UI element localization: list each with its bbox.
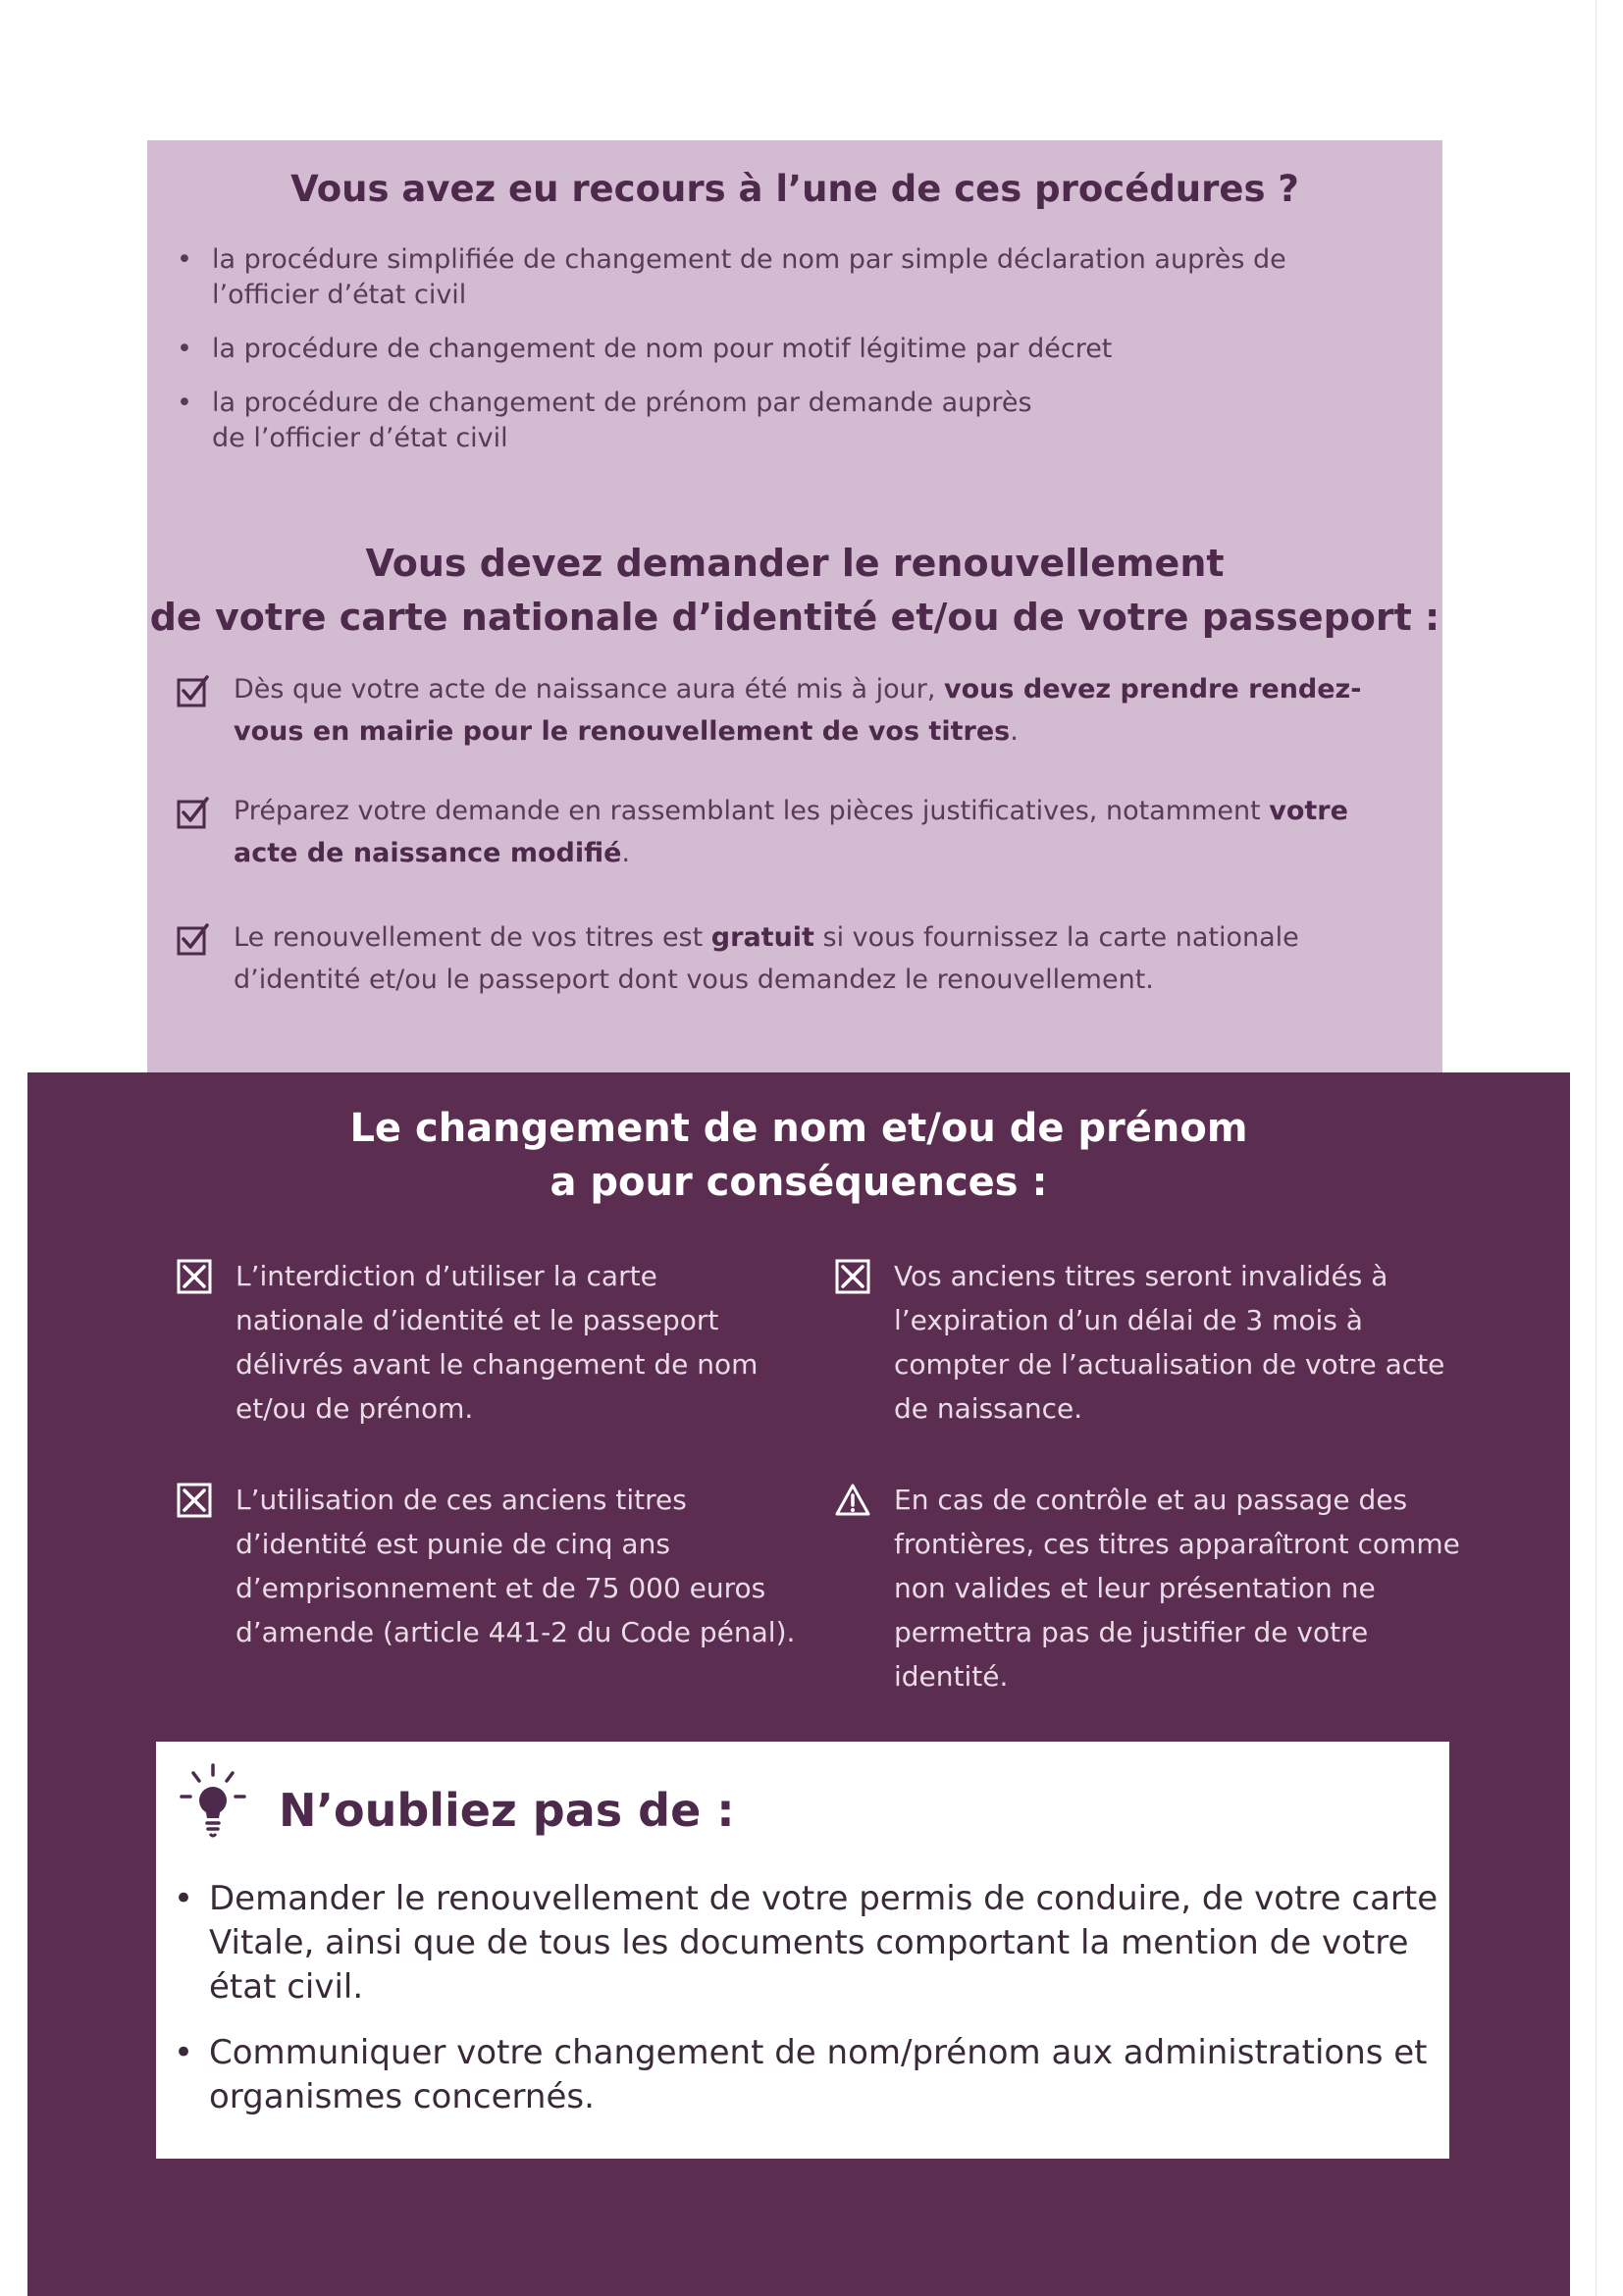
reminder-text: Demander le renouvellement de votre permis de conduire, de votre carte Vitale, ainsi que de tous les documents comportant la mention de votre état civil. [209,1879,1439,2007]
checkbox-cross-icon [835,1259,870,1294]
bullet-icon: • [174,2033,194,2072]
lightbulb-icon [178,1761,248,1850]
bullet-icon: • [177,388,192,418]
procedures-list [177,242,1374,475]
consequence-item [177,1478,805,1654]
reminder-list [174,1877,1440,2141]
consequence-text: L’utilisation de ces anciens titres d’identité est punie de cinq ans d’emprisonnement et de 75 000 euros d’amende (article 441-2 du Code pénal). [236,1484,796,1648]
list-item-line: la procédure de changement de nom pour motif légitime par décret [212,334,1113,364]
renewal-title-line: de votre carte nationale d’identité et/ou de votre passeport : [149,596,1440,639]
consequences-title [27,1102,1570,1210]
list-item-line: de l’officier d’état civil [212,423,508,453]
list-item-line: l’officier d’état civil [212,280,467,310]
checkbox-checked-icon [177,922,210,956]
checklist-item [177,668,1413,753]
checklist-text: Préparez votre demande en rassemblant les pièces justificatives, notamment [234,796,1270,826]
checkbox-cross-icon [177,1483,212,1518]
renewal-title [147,537,1442,645]
list-item [177,386,1374,456]
checklist-text: . [1010,716,1019,747]
renewal-checklist [177,668,1413,1001]
bullet-icon: • [174,1879,194,1918]
checklist-item [177,916,1413,1001]
list-item-line: la procédure de changement de prénom par demande auprès [212,388,1032,418]
list-item [177,242,1374,313]
checklist-item [177,790,1413,874]
consequence-text: Vos anciens titres seront invalidés à l’expiration d’un délai de 3 mois à compter de l’actualisation de votre acte de naissance. [894,1260,1445,1425]
consequence-item [177,1254,785,1431]
bullet-icon: • [177,244,192,275]
page-edge-line [1596,0,1597,2296]
consequences-title-line: Le changement de nom et/ou de prénom [349,1106,1248,1151]
checklist-text: Le renouvellement de vos titres est [234,922,711,953]
consequence-text: L’interdiction d’utiliser la carte nationale d’identité et le passeport délivrés avant le changement de nom et/ou de prénom. [236,1260,759,1425]
checklist-bold-text: votre acte de naissance modifié [234,796,1348,868]
checklist-bold-text: vous devez prendre rendez-vous en mairie pour le renouvellement de vos titres [234,674,1362,747]
consequence-item [835,1478,1463,1698]
procedures-panel [147,140,1442,1072]
checklist-bold-text: gratuit [710,922,814,953]
reminder-box [156,1742,1449,2159]
reminder-title: N’oubliez pas de : [279,1784,735,1837]
consequence-item [835,1254,1463,1431]
checklist-text: Dès que votre acte de naissance aura été mis à jour, [234,674,945,704]
reminder-text: Communiquer votre changement de nom/prénom aux administrations et organismes concernés. [209,2033,1428,2116]
bullet-icon: • [177,334,192,364]
consequences-panel [27,1072,1570,2296]
checkbox-cross-icon [177,1259,212,1294]
consequences-title-line: a pour conséquences : [550,1160,1048,1205]
checklist-text: . [621,838,631,868]
warning-triangle-icon [835,1483,870,1518]
consequence-text: En cas de contrôle et au passage des frontières, ces titres apparaîtront comme non valides et leur présentation ne permettra pas de justifier de votre identité. [894,1484,1460,1693]
checklist-text: si vous fournissez la carte nationale d’identité et/ou le passeport dont vous demandez le renouvellement. [234,922,1299,995]
list-item [177,332,1374,367]
checkbox-checked-icon [177,796,210,829]
list-item [174,2031,1440,2119]
renewal-title-line: Vous devez demander le renouvellement [365,542,1225,585]
list-item-line: la procédure simplifiée de changement de nom par simple déclaration auprès de [212,244,1286,275]
list-item [174,1877,1440,2009]
checkbox-checked-icon [177,674,210,707]
procedures-title: Vous avez eu recours à l’une de ces procédures ? [290,168,1299,210]
